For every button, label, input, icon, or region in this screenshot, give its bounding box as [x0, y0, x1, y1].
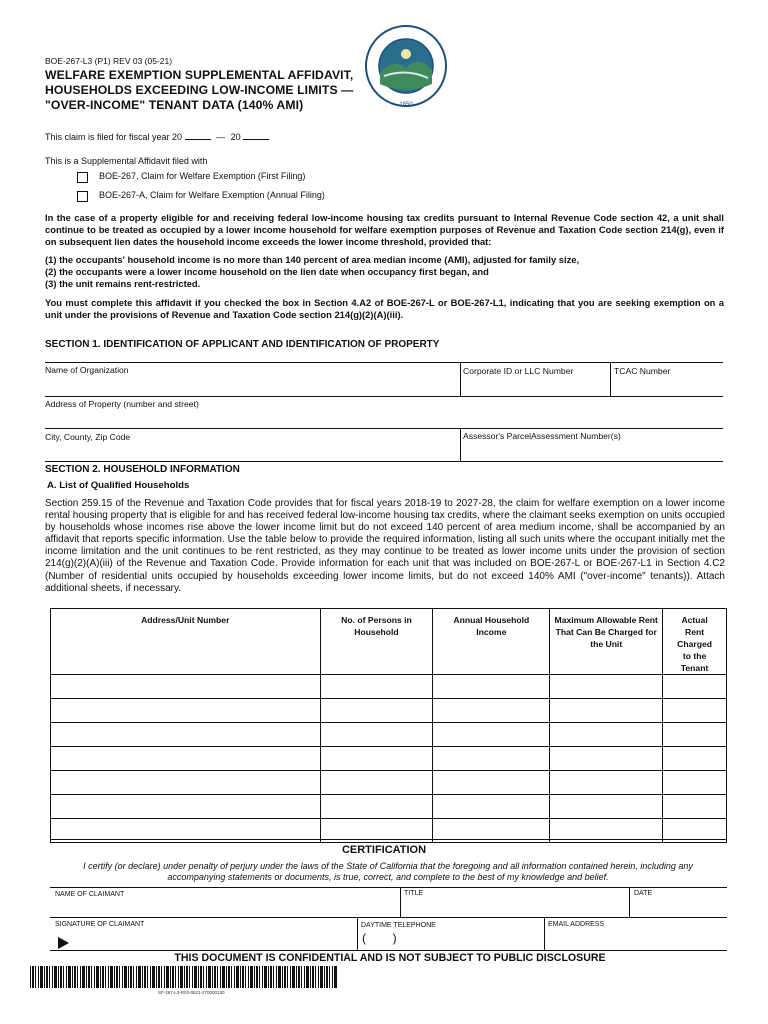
tcac-label: TCAC Number — [614, 366, 671, 376]
city-county-zip-label: City, County, Zip Code — [45, 432, 131, 442]
table-cell[interactable] — [663, 747, 727, 771]
table-cell[interactable] — [550, 723, 663, 747]
table-cell[interactable] — [51, 699, 321, 723]
table-header-row — [51, 609, 727, 675]
boe-267-a-checkbox[interactable] — [77, 191, 88, 202]
table-cell[interactable] — [663, 723, 727, 747]
claimant-name-field[interactable] — [52, 900, 398, 916]
table-cell[interactable] — [51, 747, 321, 771]
svg-text:1850: 1850 — [399, 102, 413, 108]
section1-heading: SECTION 1. IDENTIFICATION OF APPLICANT AND IDENTIFICATION OF PROPERTY — [45, 339, 440, 350]
barcode-text: SF-267-L3-R03-0521-270000130 — [158, 990, 225, 995]
condition-2: (2) the occupants were a lower income household on the lien date when occupancy first began, and — [45, 266, 489, 278]
title-line-3: "OVER-INCOME" TENANT DATA (140% AMI) — [45, 98, 304, 112]
email-label: EMAIL ADDRESS — [548, 921, 605, 928]
col-address-unit: Address/Unit Number — [51, 609, 321, 675]
boe-267-checkbox[interactable] — [77, 172, 88, 183]
claimant-name-label: NAME OF CLAIMANT — [55, 891, 125, 898]
table-cell[interactable] — [51, 771, 321, 795]
section2-subheading: A. List of Qualified Households — [47, 480, 190, 491]
property-address-field[interactable] — [45, 410, 723, 428]
table-cell[interactable] — [320, 771, 433, 795]
condition-1: (1) the occupants' household income is no more than 140 percent of area median income (AMI), adjusted for family size, — [45, 254, 580, 265]
table-cell[interactable] — [663, 795, 727, 819]
table-cell[interactable] — [433, 675, 550, 699]
phone-label: DAYTIME TELEPHONE — [361, 922, 436, 929]
col-annual-income: Annual Household Income — [433, 609, 550, 675]
table-cell[interactable] — [550, 747, 663, 771]
claimant-title-field[interactable] — [402, 900, 627, 916]
phone-field[interactable] — [400, 931, 542, 949]
sign-here-arrow-icon — [58, 937, 69, 949]
must-complete-paragraph: You must complete this affidavit if you checked the box in Section 4.A2 of BOE-267-L or BOE-267-L1, indicating that you are seeking exemption on a unit under the provisions of Revenue and Taxation Code section 214(g)(2)(A)(iii). — [45, 297, 724, 321]
title-line-1: WELFARE EXEMPTION SUPPLEMENTAL AFFIDAVIT, — [45, 68, 354, 82]
table-cell[interactable] — [663, 699, 727, 723]
email-field[interactable] — [546, 931, 726, 949]
table-cell[interactable] — [320, 747, 433, 771]
org-name-field[interactable] — [45, 376, 459, 396]
table-cell[interactable] — [320, 723, 433, 747]
table-cell[interactable] — [433, 723, 550, 747]
table-cell[interactable] — [320, 699, 433, 723]
table-row — [51, 771, 727, 795]
table-cell[interactable] — [663, 771, 727, 795]
fiscal-year-line: This claim is filed for fiscal year 20 — 20 — [45, 132, 269, 142]
fiscal-year-end-field[interactable] — [243, 139, 269, 140]
title-line-2: HOUSEHOLDS EXCEEDING LOW-INCOME LIMITS — — [45, 83, 354, 97]
condition-3: (3) the unit remains rent-restricted. — [45, 278, 201, 290]
table-cell[interactable] — [51, 723, 321, 747]
signature-field[interactable] — [72, 930, 355, 949]
table-row — [51, 795, 727, 819]
fiscal-year-start-field[interactable] — [185, 139, 211, 140]
col-max-rent: Maximum Allowable Rent That Can Be Charged for the Unit — [550, 609, 663, 675]
form-title — [45, 68, 353, 113]
phone-parens: ( ) — [362, 931, 397, 945]
table-cell[interactable] — [51, 795, 321, 819]
corp-id-field[interactable] — [462, 378, 608, 396]
table-row — [51, 723, 727, 747]
table-cell[interactable] — [550, 699, 663, 723]
table-cell[interactable] — [320, 795, 433, 819]
corp-id-label: Corporate ID or LLC Number — [463, 366, 574, 376]
date-label: DATE — [634, 890, 653, 897]
boe-267-label: BOE-267, Claim for Welfare Exemption (First Filing) — [99, 171, 306, 181]
section2-heading: SECTION 2. HOUSEHOLD INFORMATION — [45, 464, 240, 475]
date-field[interactable] — [631, 900, 726, 916]
table-cell[interactable] — [550, 795, 663, 819]
tcac-field[interactable] — [612, 378, 722, 396]
apn-field[interactable] — [462, 443, 722, 461]
table-cell[interactable] — [663, 675, 727, 699]
conditions-list — [45, 254, 724, 291]
table-body — [51, 675, 727, 843]
table-cell[interactable] — [433, 771, 550, 795]
property-address-label: Address of Property (number and street) — [45, 399, 199, 409]
filed-with-intro: This is a Supplemental Affidavit filed with — [45, 156, 208, 166]
certification-text: I certify (or declare) under penalty of perjury under the laws of the State of California that the foregoing and all information contained herein, including any accompanying statements or documents, is true, correct, and complete to the best of my knowledge and belief. — [83, 861, 693, 882]
city-county-zip-field[interactable] — [45, 443, 459, 461]
confidential-notice: THIS DOCUMENT IS CONFIDENTIAL AND IS NOT SUBJECT TO PUBLIC DISCLOSURE — [174, 952, 606, 964]
section2-paragraph: Section 259.15 of the Revenue and Taxation Code provides that for fiscal years 2018-19 to 2027-28, the claim for welfare exemption on a lower income rental housing property that is eligible for and has received federal low-income housing tax credits, where the claimant seeks exemption on units occupied by households whose incomes rise above the lower income limit but do not exceed 140 percent of area medium income, shall be accompanied by an affidavit that reports specific information. Use the table below to provide the required information, listing all such units where the occupant initially met the income limitation and the unit continues to be rent restricted, as they may continue to be treated as lower income units under the provision of section 214(g)(2)(A)(iii) of the Revenue and Taxation Code. Provide information for each unit that was included on BOE-267-L or BOE-267-L1 in Section 4.C2 (Number of residential units occupied by households exceeding lower income limits, but do not exceed 140% AMI ("over-income" tenants)). Attach additional sheets, if necessary. — [45, 498, 725, 594]
form-number: BOE-267-L3 (P1) REV 03 (05-21) — [45, 56, 173, 66]
table-cell[interactable] — [320, 675, 433, 699]
boe-267-a-label: BOE-267-A, Claim for Welfare Exemption (Annual Filing) — [99, 190, 325, 200]
col-actual-rent: Actual Rent Charged to the Tenant — [663, 609, 727, 675]
intro-paragraph: In the case of a property eligible for and receiving federal low-income housing tax credits pursuant to Internal Revenue Code section 42, a unit shall continue to be treated as occupied by a lower income household for welfare exemption purposes of Revenue and Taxation Code section 214(g), even if on subsequent lien dates the household income exceeds the lower income threshold, provided that: — [45, 212, 724, 248]
apn-label: Assessor's ParcelAssessment Number(s) — [463, 431, 621, 441]
barcode — [30, 966, 338, 988]
table-cell[interactable] — [433, 747, 550, 771]
col-persons: No. of Persons in Household — [320, 609, 433, 675]
table-cell[interactable] — [550, 771, 663, 795]
signature-label: SIGNATURE OF CLAIMANT — [55, 921, 145, 928]
county-seal — [364, 24, 448, 108]
table-row — [51, 675, 727, 699]
certification-heading: CERTIFICATION — [341, 844, 427, 856]
table-row — [51, 747, 727, 771]
table-row — [51, 699, 727, 723]
table-cell[interactable] — [433, 795, 550, 819]
table-cell[interactable] — [550, 675, 663, 699]
households-table — [50, 608, 727, 843]
claimant-title-label: TITLE — [404, 890, 424, 897]
org-name-label: Name of Organization — [45, 365, 129, 375]
table-cell[interactable] — [51, 675, 321, 699]
table-cell[interactable] — [433, 699, 550, 723]
